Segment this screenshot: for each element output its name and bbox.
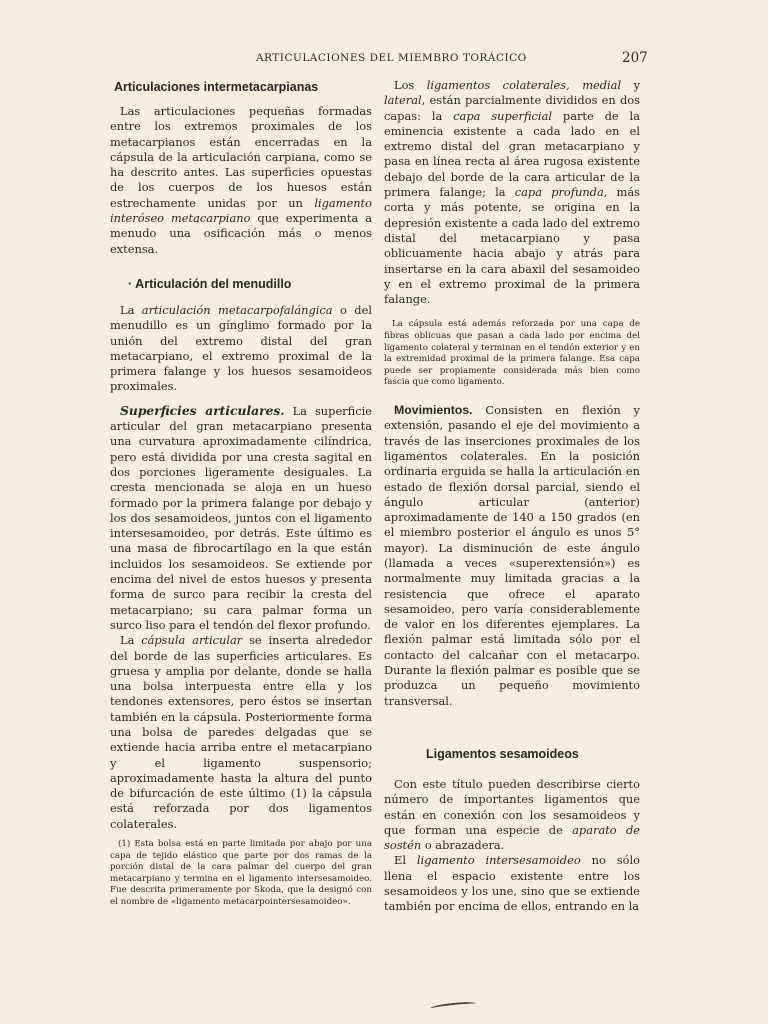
running-title: ARTICULACIONES DEL MIEMBRO TORÁCICO [256, 52, 527, 64]
heading-intermetacarpianas: Articulaciones intermetacarpianas [114, 80, 319, 94]
right-column [384, 78, 640, 915]
paragraph-menudillo: La articulación metacarpofalángica o del menudillo es un gínglimo formado por la unión del extremo distal del gran metacarpiano, el extremo proximal de la primera falange y los huesos sesamoideos proximales. [110, 302, 372, 394]
paragraph-colaterales: Los ligamentos colaterales, medial y lateral, están parcialmente divididos en dos capas: la capa superficial parte de la eminencia existente a cada lado en el extremo distal del gran metacarpiano y pasa en línea recta al área rugosa existente debajo del borde de la cara articular de la primera falange; la capa profunda, más corta y más potente, se origina en la depresión existente a cada lado del extremo distal del metacarpiano y pasa oblicuamente hacia abajo y atrás para insertarse en la cara abaxil del sesamoideo y en el extremo proximal de la primera falange. [384, 78, 641, 307]
paragraph-intersesamoideo: El ligamento intersesamoideo no sólo llena el espacio existente entre los sesamoideos y los une, sino que se extiende también por encima de ellos, entrando en la [384, 853, 640, 914]
footnote: (1) Esta bolsa está en parte limitada por abajo por una capa de tejido elástico que parte por dos ramas de la porción distal de la cara palmar del cuerpo del gran metacarpiano y termina en el ligamento intersesamoideo. Fue descrita primeramente por Skoda, que la designó con el nombre de «ligamento metacarpointersesamoideo». [110, 839, 372, 908]
paragraph-intermetacarpianas: Las articulaciones pequeñas formadas entre los extremos proximales de los metacarpianos están encerradas en la cápsula de la articulación carpiana, como se ha descrito antes. Las superficies opuestas de los cuerpos de los huesos están estrechamente unidas por un ligamento interóseo metacarpiano que experimenta a menudo una osificación más o menos extensa. [110, 104, 372, 256]
note-capsula: La cápsula está además reforzada por una capa de fibras oblicuas que pasan a cada lado por encima del ligamento colateral y terminan en el tendón exterior y en la extremidad proximal de la primera falange. Esa capa puede ser propiamente considerada más bien como fascia que como ligamento. [384, 319, 640, 388]
paragraph-superficies: Superficies articulares. La superficie articular del gran metacarpiano presenta una curvatura aproximadamente cilíndrica, pero está dividida por una cresta sagital en dos porciones ligeramente desiguales. La cresta mencionada se aloja en un hueso formado por la primera falange por debajo y los dos sesamoideos, juntos con el ligamento intersesamoideo, por detrás. Este último es una masa de fibrocartílago en la que están incluidos los sesamoideos. Se extiende por encima del nivel de estos huesos y presenta forma de surco para recibir la cresta del metacarpiano; su cara palmar forma un surco liso para el tendón del flexor profundo. [110, 402, 372, 632]
paragraph-sesamoideos: Con este título pueden describirse cierto número de importantes ligamentos que están en conexión con los sesamoideos y que forman una especie de aparato de sostén o abrazadera. [384, 776, 640, 853]
paragraph-movimientos: Movimientos. Consisten en flexión y extensión, pasando el eje del movimiento a través de las inserciones proximales de los ligamentos colaterales. En la posición ordinaria erguida se halla la articulación en estado de flexión dorsal parcial, siendo el ángulo articular (anterior) aproximadamente de 140 a 150 grados (en el miembro posterior el ángulo es unos 5° mayor). La disminución de este ángulo (llamada a veces «superextensión») es normalmente muy limitada gracias a la resistencia que ofrece el aparato sesamoideo, pero varía considerablemente de valor en los diferentes ejemplares. La flexión palmar está limitada sólo por el contacto del calcañar con el metacarpo. Durante la flexión palmar es posible que se produzca un pequeño movimiento transversal. [384, 403, 640, 708]
heading-sesamoideos: Ligamentos sesamoideos [426, 746, 579, 761]
paragraph-capsula: La cápsula articular se inserta alrededor del borde de las superficies articulares. Es gruesa y amplia por delante, donde se halla una bolsa interpuesta entre ella y los tendones extensores, pero éstos se insertan también en la cápsula. Posteriormente forma una bolsa de paredes delgadas que se extiende hacia arriba entre el metacarpiano y el ligamento suspensorio; aproximadamente hasta la altura del punto de bifurcación de este último (1) la cápsula está reforzada por dos ligamentos colaterales. [110, 633, 373, 831]
heading-menudillo: · Articulación del menudillo [128, 276, 292, 291]
ink-mark [430, 1001, 476, 1012]
page-number: 207 [622, 50, 648, 66]
left-column [110, 78, 372, 909]
